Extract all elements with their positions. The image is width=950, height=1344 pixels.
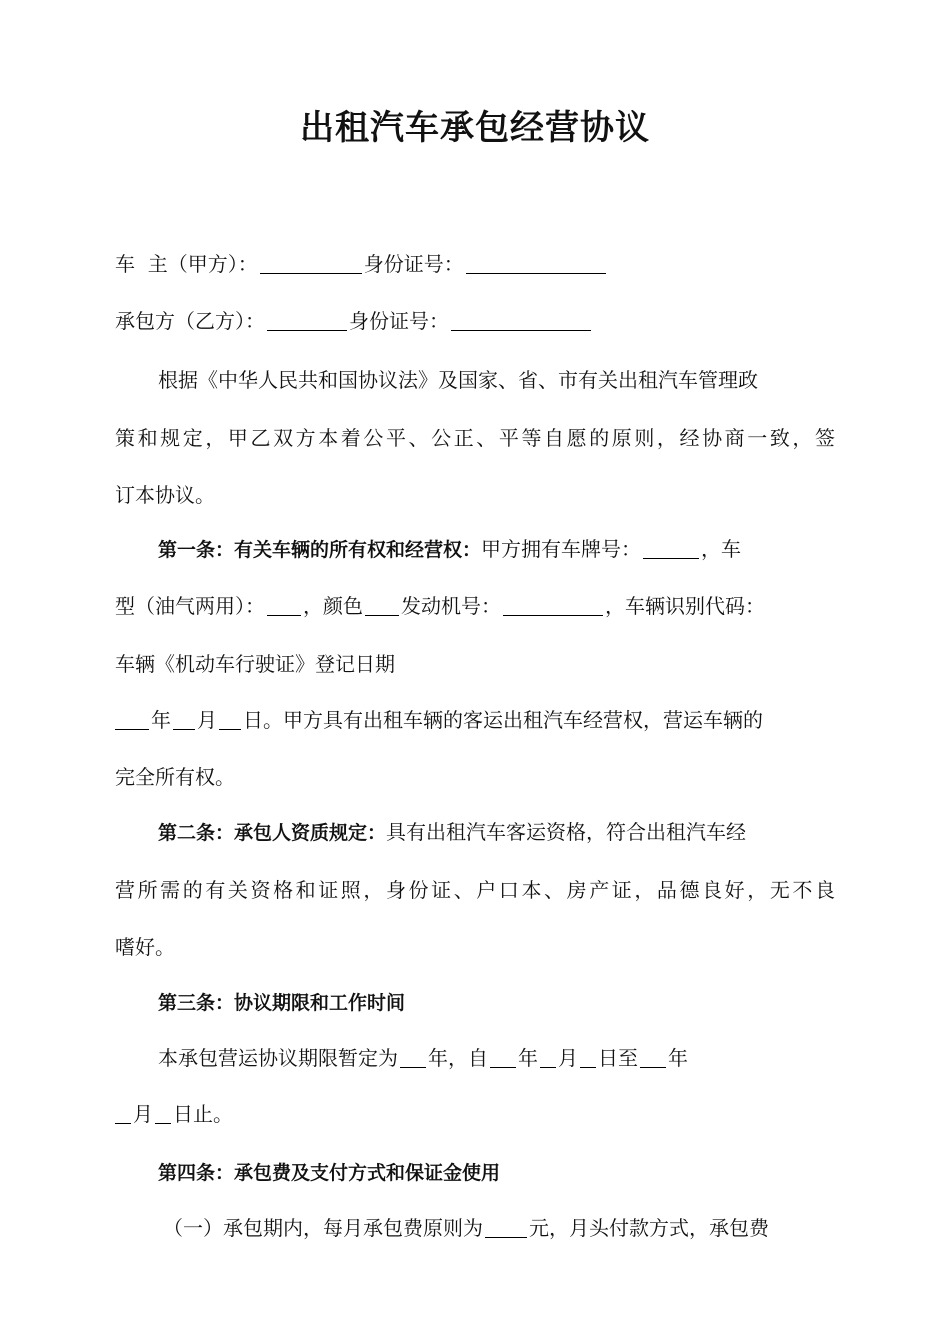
month-label: 月 — [197, 708, 217, 732]
color-blank[interactable] — [365, 595, 399, 616]
article-4-heading: 第四条：承包费及支付方式和保证金使用 — [158, 1162, 501, 1184]
end-month-label: 月 — [133, 1102, 153, 1126]
article-2-heading: 第二条：承包人资质规定： — [158, 822, 387, 844]
party-a-id-blank[interactable] — [466, 253, 606, 274]
party-b-id-blank[interactable] — [451, 310, 591, 331]
from-label: 年，自 — [428, 1046, 488, 1070]
reg-year-blank[interactable] — [115, 709, 149, 730]
term-years-blank[interactable] — [400, 1047, 426, 1068]
engine-blank[interactable] — [503, 595, 603, 616]
start-month-label: 月 — [558, 1046, 578, 1070]
vin-label: ，车辆识别代码： — [605, 594, 765, 618]
article-4-heading-line — [158, 1158, 500, 1187]
article-1-line-1 — [158, 535, 741, 564]
art1-text: ，车 — [701, 537, 742, 561]
article-1-line-5: 完全所有权。 — [115, 765, 235, 789]
id-label-2: 身份证号： — [349, 309, 449, 333]
engine-label: 发动机号： — [401, 594, 501, 618]
plate-blank[interactable] — [643, 538, 699, 559]
reg-month-blank[interactable] — [173, 709, 195, 730]
end-month-blank[interactable] — [115, 1103, 131, 1124]
article-4-line-1 — [163, 1214, 769, 1242]
end-year-label: 年 — [668, 1046, 688, 1070]
id-label-1: 身份证号： — [363, 252, 464, 276]
intro-line-1: 根据《中华人民共和国协议法》及国家、省、市有关出租汽车管理政 — [158, 368, 758, 392]
start-year-blank[interactable] — [490, 1047, 516, 1068]
article-3-line-2 — [115, 1100, 233, 1128]
article-1-line-4 — [115, 706, 763, 734]
art1-rest: 日。甲方具有出租车辆的客运出租汽车经营权，营运车辆的 — [243, 708, 763, 732]
model-blank[interactable] — [267, 595, 301, 616]
article-2-line-1 — [158, 818, 746, 847]
end-day-blank[interactable] — [155, 1103, 171, 1124]
party-b-name-blank[interactable] — [267, 310, 347, 331]
party-b-label: 承包方（乙方）： — [115, 309, 265, 333]
article-1-line-3: 车辆《机动车行驶证》登记日期 — [115, 652, 395, 676]
article-1-line-2 — [115, 592, 765, 620]
party-a-line — [115, 250, 608, 278]
fee-label: （一）承包期内，每月承包费原则为 — [163, 1216, 483, 1240]
start-month-blank[interactable] — [540, 1047, 556, 1068]
document-title: 出租汽车承包经营协议 — [300, 108, 650, 148]
article-1-heading: 第一条：有关车辆的所有权和经营权： — [158, 539, 482, 561]
reg-day-blank[interactable] — [219, 709, 241, 730]
to-label: 日至 — [598, 1046, 638, 1070]
article-3-heading: 第三条：协议期限和工作时间 — [158, 992, 406, 1014]
fee-blank[interactable] — [485, 1217, 527, 1238]
color-label: ，颜色 — [303, 594, 363, 618]
fee-rest: 元，月头付款方式，承包费 — [529, 1216, 769, 1240]
start-year-label: 年 — [518, 1046, 538, 1070]
article-3-heading-line — [158, 988, 405, 1017]
model-label: 型（油气两用）： — [115, 594, 265, 618]
end-label: 日止。 — [173, 1102, 233, 1126]
party-b-line — [115, 307, 593, 335]
article-2-line-3: 嗜好。 — [115, 935, 175, 959]
plate-label: 甲方拥有车牌号： — [481, 537, 642, 561]
party-a-name-blank[interactable] — [260, 253, 362, 274]
start-day-blank[interactable] — [580, 1047, 596, 1068]
article-3-line-1 — [158, 1044, 688, 1072]
article-2-line-2: 营所需的有关资格和证照，身份证、户口本、房产证，品德良好，无不良 — [115, 878, 835, 902]
party-a-label: 车 主（甲方）： — [115, 252, 258, 276]
intro-line-2: 策和规定，甲乙双方本着公平、公正、平等自愿的原则，经协商一致，签 — [115, 426, 835, 450]
intro-line-3: 订本协议。 — [115, 483, 215, 507]
art2-text: 具有出租汽车客运资格，符合出租汽车经 — [386, 820, 747, 844]
year-label: 年 — [151, 708, 171, 732]
term-label: 本承包营运协议期限暂定为 — [158, 1046, 398, 1070]
end-year-blank[interactable] — [640, 1047, 666, 1068]
